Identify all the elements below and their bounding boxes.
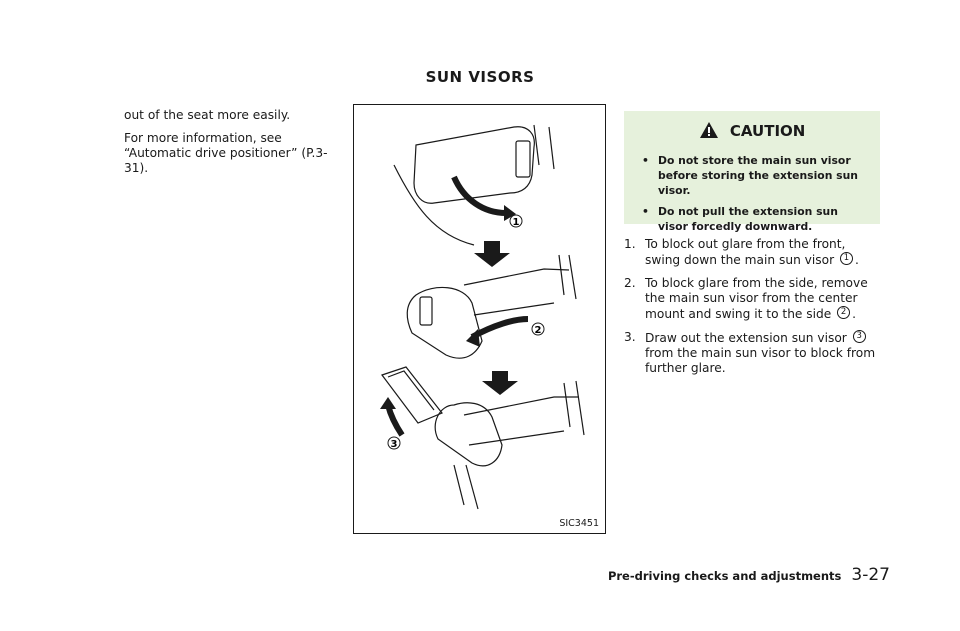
left-column (124, 108, 334, 184)
caution-title: CAUTION (729, 122, 806, 140)
procedure-steps (624, 237, 882, 384)
step-text: To block glare from the side, remove the main sun visor from the center mount and swing it to the side (645, 276, 868, 321)
caution-header (634, 121, 870, 143)
step-1 (624, 237, 882, 268)
step-marker: 3 (853, 330, 866, 343)
step-text: To block out glare from the front, swing down the main sun visor (645, 237, 846, 267)
step-marker: 1 (840, 252, 853, 265)
step-text-end: . (852, 307, 857, 321)
main-visor-2 (407, 287, 482, 358)
step-text: Draw out the extension sun visor (645, 331, 847, 345)
step-2 (624, 276, 882, 322)
caution-item: • Do not pull the extension sun visor forcedly downward. (642, 204, 870, 234)
step-number: 2. (624, 276, 636, 290)
callout-3-label: 3 (390, 439, 398, 450)
left-paragraph-1: out of the seat more easily. (124, 108, 291, 122)
left-paragraph-2: For more information, see “Automatic drive positioner” (P.3-31). (124, 131, 328, 175)
step-marker: 2 (837, 306, 850, 319)
caution-box (624, 111, 880, 233)
page-number: 3-27 (851, 565, 890, 585)
headliner-line (394, 165, 474, 245)
step-arrow-1 (474, 241, 510, 267)
step-text-end: from the main sun visor to block from further glare. (645, 346, 876, 375)
chapter-title: Pre-driving checks and adjustments (607, 569, 842, 583)
callout-1-label: 1 (512, 217, 520, 228)
page-footer (608, 565, 890, 585)
step-3 (624, 330, 882, 376)
sun-visor-drawing (354, 105, 607, 535)
callout-2-label: 2 (534, 325, 542, 336)
arrow-3 (388, 405, 402, 435)
step-arrow-2 (482, 371, 518, 395)
warning-icon (699, 121, 719, 143)
main-visor-3 (435, 403, 502, 466)
section-title: SUN VISORS (425, 68, 535, 86)
step-number: 1. (624, 237, 636, 251)
caution-list (634, 153, 870, 234)
arrow-2 (472, 319, 528, 337)
step-text-end: . (854, 253, 859, 267)
figure-code: SIC3451 (559, 518, 599, 529)
step-number: 3. (624, 330, 636, 344)
sun-visor-illustration (353, 104, 606, 534)
caution-item: • Do not store the main sun visor before storing the extension sun visor. (642, 153, 870, 198)
